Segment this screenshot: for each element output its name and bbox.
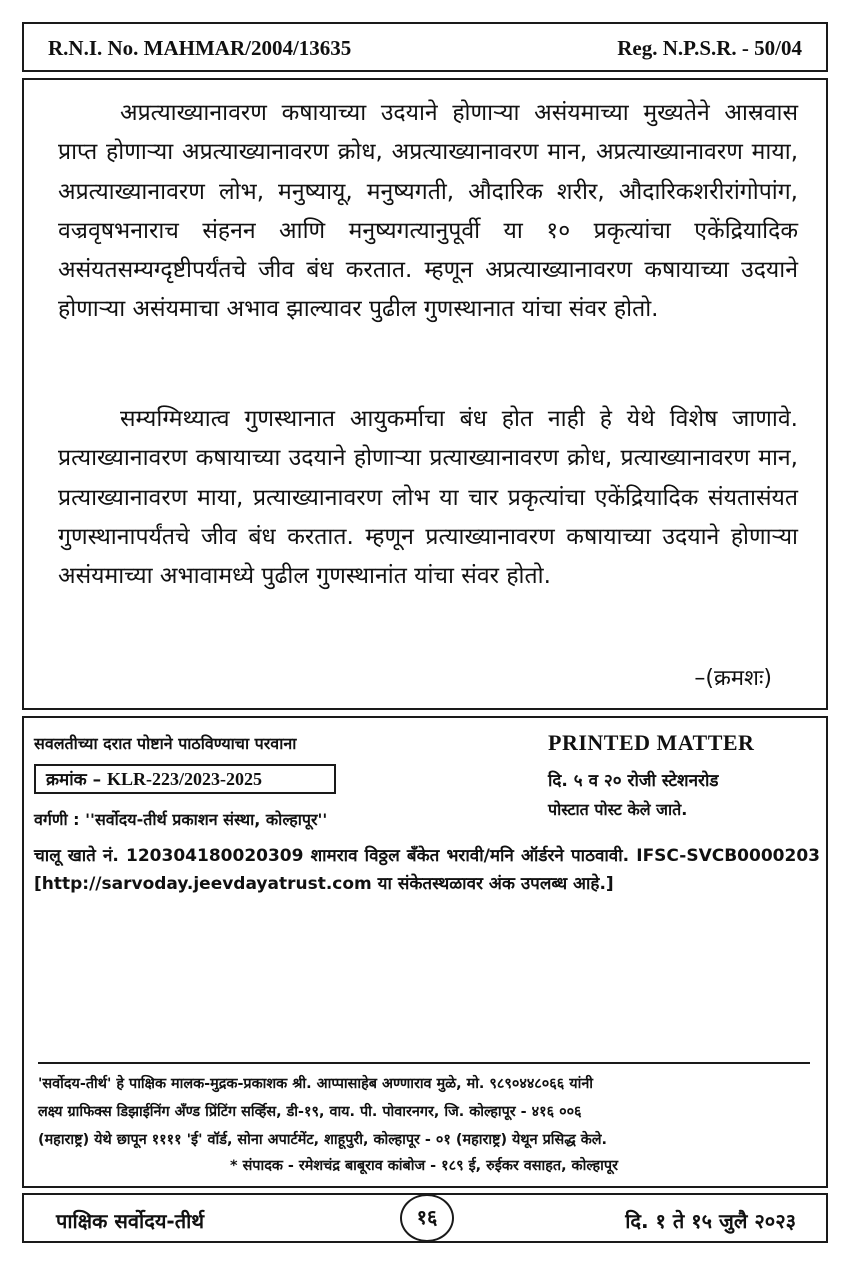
license-number-box	[34, 764, 336, 794]
rni-number: R.N.I. No. MAHMAR/2004/13635	[48, 36, 352, 60]
postal-notice	[22, 716, 828, 1188]
paragraph-1: अप्रत्याख्यानावरण कषायाच्या उदयाने होणाऱ्या असंयमाच्या मुख्यतेने आस्रवास प्राप्त होणाऱ्या अप्रत्याख्यानावरण क्रोध, अप्रत्याख्यानावरण मान, अप्रत्याख्यानावरण माया, अप्रत्याख्यानावरण लोभ, मनुष्यायू, मनुष्यगती, औदारिक शरीर, औदारिकशरीरांगोपांग, वज्रवृषभनाराच संहनन आणि मनुष्यगत्यानुपूर्वी या १० प्रकृत्यांचा एकेंद्रियादिक असंयतसम्यग्दृष्टीपर्यंतचे जीव बंध करतात. म्हणून अप्रत्याख्यानावरण कषायाच्या उदयाने होणाऱ्या असंयमाचा अभाव झाल्यावर पुढील गुणस्थानात यांचा संवर होतो.	[58, 100, 798, 323]
page-footer	[22, 1193, 828, 1243]
post-schedule-line-2: पोस्टात पोस्ट केले जाते.	[548, 800, 688, 819]
post-schedule-line-1: दि. ५ व २० रोजी स्टेशनरोड	[548, 771, 719, 791]
continued-note: –(क्रमशः)	[694, 666, 772, 691]
paragraph-2: सम्यग्मिथ्यात्व गुणस्थानात आयुकर्माचा बंध होत नाही हे येथे विशेष जाणावे. प्रत्याख्यानावरण कषायाच्या उदयाने होणाऱ्या प्रत्याख्यानावरण क्रोध, प्रत्याख्यानावरण मान, प्रत्याख्यानावरण माया, प्रत्याख्यानावरण लोभ या चार प्रकृत्यांचा एकेंद्रियादिक संयतासंयत गुणस्थानापर्यंतचे जीव बंध करतात. म्हणून प्रत्याख्यानावरण कषायाच्या उदयाने होणाऱ्या असंयमाच्या अभावामध्ये पुढील गुणस्थानांत यांचा संवर होतो.	[58, 406, 798, 590]
page-number: १६	[400, 1194, 454, 1242]
license-value: KLR-223/2023-2025	[107, 769, 263, 789]
reg-number: Reg. N.P.S.R. - 50/04	[617, 36, 802, 60]
license-label: क्रमांक –	[46, 770, 102, 790]
imprint-line-2: लक्ष्य ग्राफिक्स डिझाईनिंग अँण्ड प्रिंटिंग सर्व्हिस, डी-१९, वाय. पी. पोवारनगर, जि. कोल्हापूर - ४१६ ००६	[38, 1104, 582, 1120]
imprint-line-1: 'सर्वोदय-तीर्थ' हे पाक्षिक मालक-मुद्रक-प्रकाशक श्री. आप्पासाहेब अण्णाराव मुळे, मो. ९८९०४४८०६६ यांनी	[38, 1076, 594, 1092]
imprint-line-3: (महाराष्ट्र) येथे छापून ११११ 'ई' वॉर्ड, सोना अपार्टमेंट, शाहूपुरी, कोल्हापूर - ०१ (महाराष्ट्र) येथून प्रसिद्ध केले.	[38, 1132, 608, 1148]
bank-account-text: चालू खाते नं. 120304180020309 शामराव विठ्ठल बँकेत भरावी/मनि ऑर्डरने पाठवावी. IFSC-SVCB0000203 [http://sarvoday.jeevdayatrust.com या संकेतस्थळावर अंक उपलब्ध आहे.]	[34, 846, 820, 894]
editor-line: * संपादक - रमेशचंद्र बाबूराव कांबोज - १८९ ई, रुईकर वसाहत, कोल्हापूर	[230, 1158, 618, 1174]
issue-date: दि. १ ते १५ जुलै २०२३	[625, 1209, 796, 1233]
article-body	[22, 78, 828, 710]
postal-concession-text: सवलतीच्या दरात पोष्टाने पाठविण्याचा परवाना	[34, 734, 297, 753]
subscription-text: वर्गणी : ''सर्वोदय-तीर्थ प्रकाशन संस्था, कोल्हापूर''	[34, 810, 328, 829]
printed-matter-label: PRINTED MATTER	[548, 730, 755, 755]
divider	[38, 1062, 810, 1064]
registration-header	[22, 22, 828, 72]
publication-name: पाक्षिक सर्वोदय-तीर्थ	[56, 1209, 205, 1233]
